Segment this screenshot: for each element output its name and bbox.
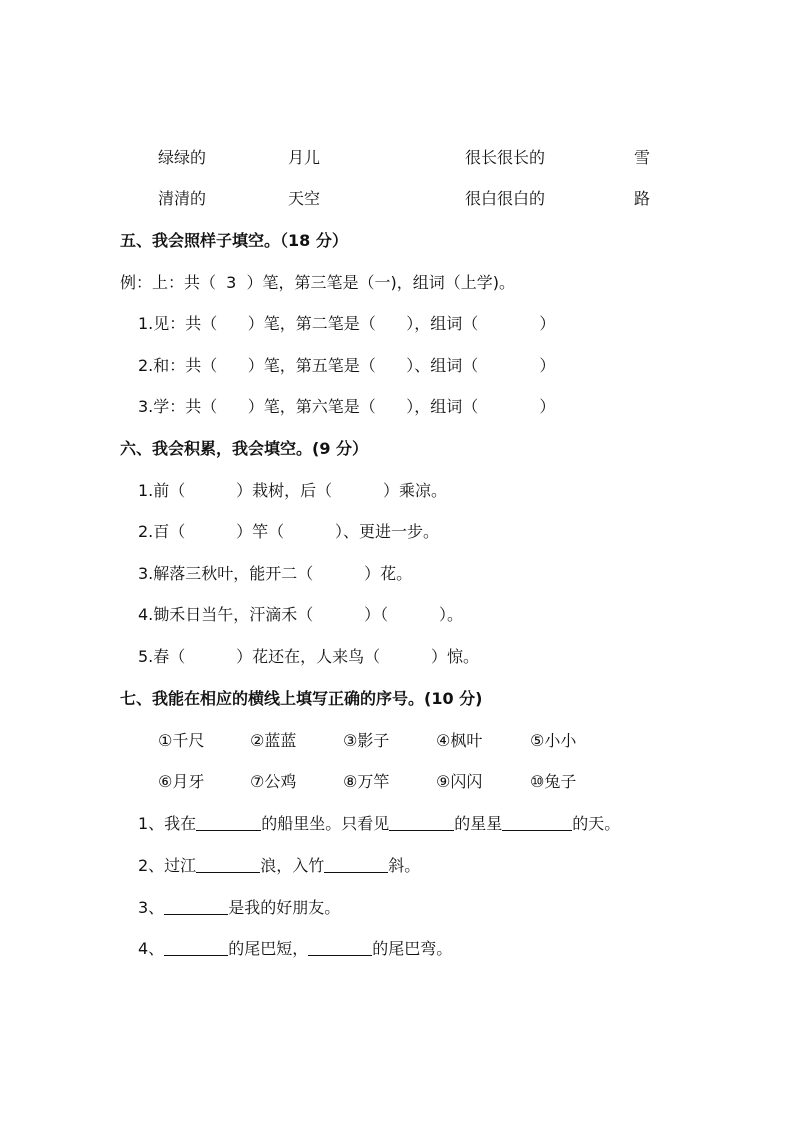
section6-item-2: 2.百（ ）竿（ ）、更进一步。 (138, 522, 439, 541)
q1-text-d: 的天。 (572, 814, 621, 833)
section7-question-1 (138, 813, 620, 835)
match-row2-col4: 路 (634, 189, 651, 208)
match-row1-col1: 绿绿的 (158, 148, 207, 167)
q2-text-b: 浪，入竹 (260, 856, 325, 875)
q2-blank-1[interactable] (196, 856, 260, 873)
q1-blank-2[interactable] (389, 814, 454, 831)
section5-title: 五、我会照样子填空。（18 分） (120, 231, 348, 250)
section6-item-5: 5.春（ ）花还在，人来鸟（ ）惊。 (138, 647, 479, 666)
section6-item-1: 1.前（ ）栽树，后（ ）乘凉。 (138, 481, 447, 500)
q4-text-b: 的尾巴短， (228, 939, 309, 958)
section5-item-2: 2.和：共（ ）笔，第五笔是（ ）、组词（ ） (138, 356, 556, 375)
section7-question-3 (138, 897, 340, 919)
q2-blank-2[interactable] (324, 856, 388, 873)
q3-text-a: 3、 (138, 898, 165, 917)
option-1: ①千尺 (158, 731, 205, 750)
q4-text-c: 的尾巴弯。 (372, 939, 453, 958)
q4-blank-1[interactable] (164, 939, 228, 956)
section6-item-3: 3.解落三秋叶，能开二（ ）花。 (138, 564, 413, 583)
section5-item-1: 1.见：共（ ）笔，第二笔是（ ），组词（ ） (138, 314, 556, 333)
section6-title: 六、我会积累，我会填空。(9 分） (120, 439, 369, 458)
option-4: ④枫叶 (436, 731, 483, 750)
q2-text-c: 斜。 (388, 856, 421, 875)
q1-blank-3[interactable] (502, 814, 572, 831)
section5-item-3: 3.学：共（ ）笔，第六笔是（ ），组词（ ） (138, 397, 556, 416)
match-row2-col2: 天空 (288, 189, 321, 208)
option-6: ⑥月牙 (158, 772, 205, 791)
match-row2-col3: 很白很白的 (465, 189, 546, 208)
q1-text-a: 1、我在 (138, 814, 197, 833)
option-7: ⑦公鸡 (250, 772, 297, 791)
option-2: ②蓝蓝 (250, 731, 297, 750)
section5-example: 例：上：共（ 3 ）笔，第三笔是（一)，组词（上学)。 (120, 273, 516, 292)
q3-text-b: 是我的好朋友。 (228, 898, 341, 917)
q2-text-a: 2、过江 (138, 856, 197, 875)
match-row1-col2: 月儿 (288, 148, 321, 167)
option-5: ⑤小小 (530, 731, 577, 750)
match-row2-col1: 清清的 (158, 189, 207, 208)
section6-item-4: 4.锄禾日当午，汗滴禾（ ）（ ）。 (138, 605, 463, 624)
section7-question-2 (138, 855, 420, 877)
option-3: ③影子 (343, 731, 390, 750)
section7-question-4 (138, 938, 452, 960)
q1-text-b: 的船里坐。只看见 (261, 814, 390, 833)
section7-title: 七、我能在相应的横线上填写正确的序号。(10 分) (120, 689, 483, 708)
q4-blank-2[interactable] (308, 939, 372, 956)
q1-text-c: 的星星 (454, 814, 503, 833)
match-row1-col3: 很长很长的 (465, 148, 546, 167)
option-9: ⑨闪闪 (436, 772, 483, 791)
option-10: ⑩兔子 (530, 772, 577, 791)
option-8: ⑧万竿 (343, 772, 390, 791)
q3-blank-1[interactable] (164, 898, 228, 915)
q4-text-a: 4、 (138, 939, 165, 958)
match-row1-col4: 雪 (634, 148, 651, 167)
q1-blank-1[interactable] (196, 814, 261, 831)
